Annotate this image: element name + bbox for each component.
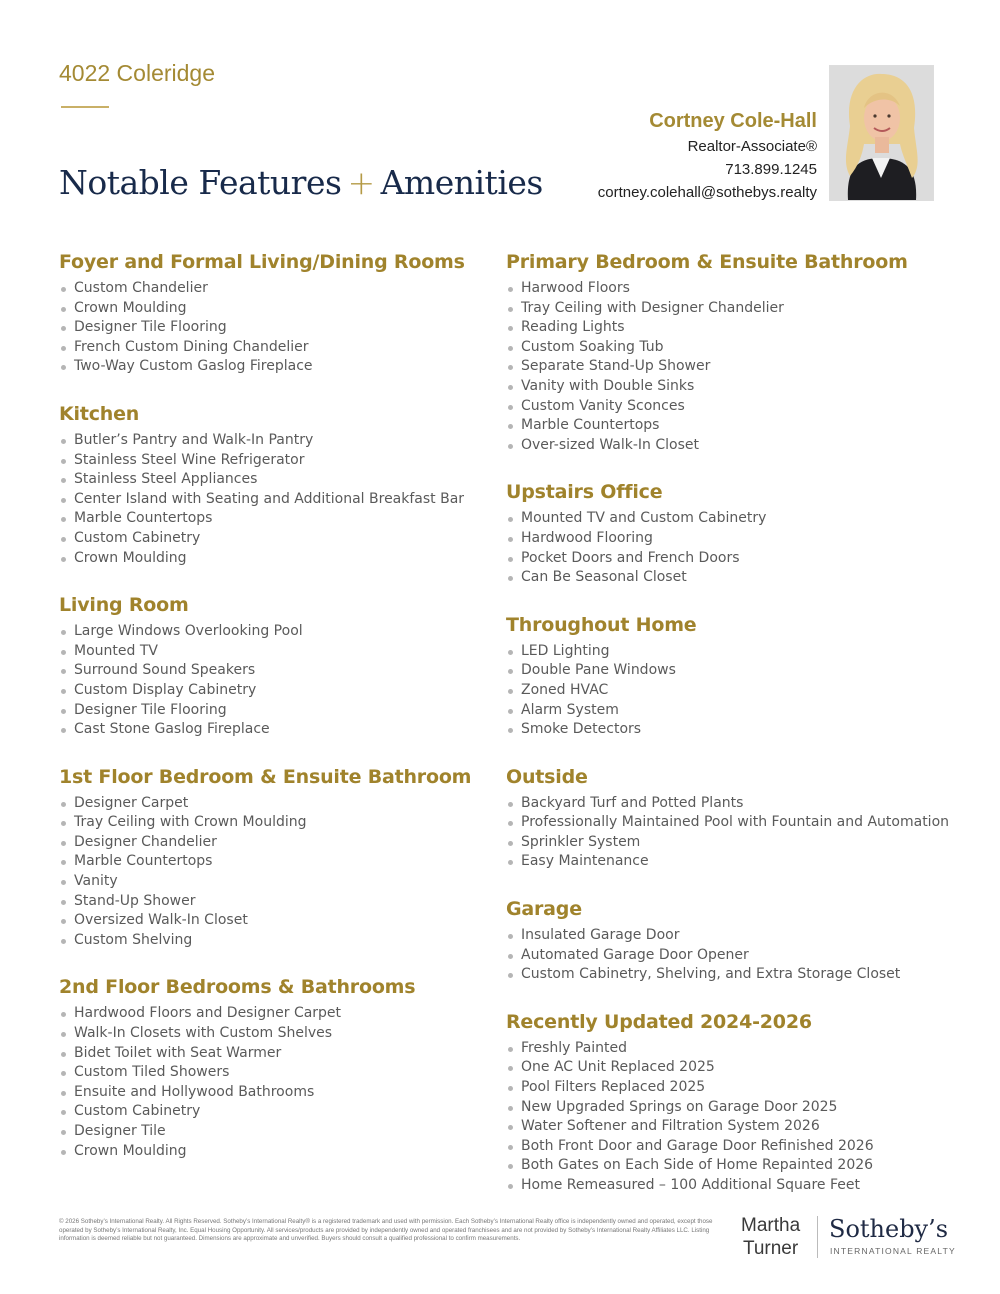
feature-item: Both Gates on Each Side of Home Repainted 2026	[506, 1156, 946, 1176]
feature-item: Both Front Door and Garage Door Refinished 2026	[506, 1137, 946, 1157]
feature-section	[506, 478, 946, 587]
feature-item: Custom Display Cabinetry	[59, 681, 499, 701]
feature-section	[506, 248, 946, 455]
feature-item: Stainless Steel Wine Refrigerator	[59, 451, 499, 471]
feature-item: Large Windows Overlooking Pool	[59, 622, 499, 642]
section-heading: Outside	[506, 765, 588, 788]
feature-item: Professionally Maintained Pool with Fountain and Automation	[506, 813, 946, 833]
feature-item: Crown Moulding	[59, 549, 499, 569]
feature-item: Designer Carpet	[59, 794, 499, 814]
logo-divider	[817, 1216, 818, 1258]
feature-list	[506, 1039, 946, 1196]
feature-list	[59, 431, 499, 568]
logo-mt-line2: Turner	[742, 1238, 799, 1259]
feature-item: Custom Cabinetry, Shelving, and Extra Storage Closet	[506, 965, 946, 985]
martha-turner-logo	[741, 1214, 800, 1260]
logo-mt-line1: Martha	[741, 1215, 801, 1236]
agent-photo	[830, 66, 933, 200]
legal-disclaimer: © 2026 Sotheby’s International Realty. All Rights Reserved. Sotheby’s International Realty® is a registered trademark and used with permission. Each Sotheby’s International Realty office is independently owned and operated, except those operated by Sotheby’s International Realty, Inc. Equal Housing Opportunity. All services/products are provided by independently owned and operated franchisees and are not provided by Sotheby’s International Realty Affiliates LLC. Listing information is deemed reliable but not guaranteed. Dimensions are approximate and unverified. Buyers should consult a qualified professional to confirm measurements.	[59, 1218, 713, 1242]
sothebys-logo: Sotheby’s	[829, 1215, 949, 1243]
feature-item: Tray Ceiling with Crown Moulding	[59, 813, 499, 833]
feature-item: Designer Chandelier	[59, 833, 499, 853]
feature-item: Tray Ceiling with Designer Chandelier	[506, 299, 946, 319]
feature-section	[506, 895, 946, 985]
feature-section	[506, 1008, 946, 1196]
section-heading: Upstairs Office	[506, 481, 663, 504]
feature-item: Crown Moulding	[59, 1142, 499, 1162]
feature-item: Designer Tile	[59, 1122, 499, 1142]
feature-list	[506, 926, 946, 985]
feature-item: Can Be Seasonal Closet	[506, 568, 946, 588]
feature-item: Surround Sound Speakers	[59, 661, 499, 681]
title-part-1: Notable Features	[59, 163, 342, 202]
feature-item: Stand-Up Shower	[59, 892, 499, 912]
feature-list	[59, 1004, 499, 1161]
feature-item: Ensuite and Hollywood Bathrooms	[59, 1083, 499, 1103]
feature-section	[59, 248, 499, 377]
feature-item: Insulated Garage Door	[506, 926, 946, 946]
feature-item: Smoke Detectors	[506, 720, 946, 740]
agent-email[interactable]: cortney.colehall@sothebys.realty	[597, 184, 817, 201]
section-heading: 2nd Floor Bedrooms & Bathrooms	[59, 976, 416, 999]
feature-item: Water Softener and Filtration System 2026	[506, 1117, 946, 1137]
feature-section	[506, 611, 946, 740]
title-plus: +	[347, 163, 375, 202]
agent-phone[interactable]: 713.899.1245	[725, 161, 817, 178]
feature-list	[59, 279, 499, 377]
property-address: 4022 Coleridge	[59, 60, 216, 86]
feature-section	[59, 591, 499, 740]
section-heading: 1st Floor Bedroom & Ensuite Bathroom	[59, 765, 472, 788]
feature-item: Oversized Walk-In Closet	[59, 911, 499, 931]
feature-item: Hardwood Floors and Designer Carpet	[59, 1004, 499, 1024]
section-heading: Throughout Home	[506, 613, 697, 636]
feature-item: Designer Tile Flooring	[59, 318, 499, 338]
feature-item: Walk-In Closets with Custom Shelves	[59, 1024, 499, 1044]
feature-list	[59, 622, 499, 740]
feature-item: Designer Tile Flooring	[59, 701, 499, 721]
feature-section	[59, 763, 499, 951]
feature-item: Reading Lights	[506, 318, 946, 338]
feature-item: Custom Chandelier	[59, 279, 499, 299]
feature-list	[506, 794, 950, 872]
feature-item: Pool Filters Replaced 2025	[506, 1078, 946, 1098]
feature-item: Custom Vanity Sconces	[506, 397, 946, 417]
feature-item: Marble Countertops	[506, 416, 946, 436]
feature-item: French Custom Dining Chandelier	[59, 338, 499, 358]
feature-item: Vanity with Double Sinks	[506, 377, 946, 397]
feature-item: Automated Garage Door Opener	[506, 946, 946, 966]
feature-item: Bidet Toilet with Seat Warmer	[59, 1044, 499, 1064]
section-heading: Kitchen	[59, 402, 140, 425]
feature-section	[59, 400, 499, 568]
feature-item: Vanity	[59, 872, 499, 892]
feature-item: Sprinkler System	[506, 833, 946, 853]
feature-item: Pocket Doors and French Doors	[506, 549, 946, 569]
feature-item: Alarm System	[506, 701, 946, 721]
feature-item: Hardwood Flooring	[506, 529, 946, 549]
feature-item: Stainless Steel Appliances	[59, 470, 499, 490]
agent-name: Cortney Cole-Hall	[649, 110, 817, 132]
feature-section	[59, 973, 499, 1161]
title-part-2: Amenities	[380, 163, 543, 202]
feature-item: Butler’s Pantry and Walk-In Pantry	[59, 431, 499, 451]
feature-item: Harwood Floors	[506, 279, 946, 299]
feature-item: Custom Cabinetry	[59, 1102, 499, 1122]
feature-item: Two-Way Custom Gaslog Fireplace	[59, 357, 499, 377]
feature-item: Mounted TV	[59, 642, 499, 662]
feature-list	[506, 279, 946, 455]
section-heading: Primary Bedroom & Ensuite Bathroom	[506, 251, 908, 273]
feature-item: Home Remeasured – 100 Additional Square Feet	[506, 1176, 946, 1196]
sothebys-logo-subtitle: INTERNATIONAL REALTY	[830, 1246, 956, 1256]
feature-item: One AC Unit Replaced 2025	[506, 1058, 946, 1078]
feature-section	[506, 763, 950, 872]
agent-role: Realtor-Associate®	[687, 138, 817, 155]
document-title	[59, 163, 543, 202]
feature-item: Mounted TV and Custom Cabinetry	[506, 509, 946, 529]
feature-item: Over-sized Walk-In Closet	[506, 436, 946, 456]
feature-list	[506, 642, 946, 740]
section-heading: Garage	[506, 898, 582, 921]
feature-item: Cast Stone Gaslog Fireplace	[59, 720, 499, 740]
left-feature-column	[59, 248, 499, 1184]
feature-item: Zoned HVAC	[506, 681, 946, 701]
feature-item: Marble Countertops	[59, 852, 499, 872]
feature-item: Easy Maintenance	[506, 852, 946, 872]
feature-item: Marble Countertops	[59, 509, 499, 529]
feature-item: Custom Shelving	[59, 931, 499, 951]
address-divider	[61, 106, 109, 108]
feature-item: Center Island with Seating and Additional Breakfast Bar	[59, 490, 499, 510]
section-heading: Recently Updated 2024-2026	[506, 1010, 812, 1033]
feature-item: LED Lighting	[506, 642, 946, 662]
agent-contact	[598, 107, 817, 204]
right-feature-column	[506, 248, 950, 1219]
feature-item: Freshly Painted	[506, 1039, 946, 1059]
feature-item: Backyard Turf and Potted Plants	[506, 794, 946, 814]
feature-item: New Upgraded Springs on Garage Door 2025	[506, 1098, 946, 1118]
feature-item: Separate Stand-Up Shower	[506, 357, 946, 377]
section-heading: Foyer and Formal Living/Dining Rooms	[59, 251, 465, 273]
feature-item: Custom Tiled Showers	[59, 1063, 499, 1083]
feature-item: Double Pane Windows	[506, 661, 946, 681]
feature-item: Custom Soaking Tub	[506, 338, 946, 358]
feature-item: Crown Moulding	[59, 299, 499, 319]
feature-list	[59, 794, 499, 951]
section-heading: Living Room	[59, 594, 189, 617]
feature-item: Custom Cabinetry	[59, 529, 499, 549]
feature-list	[506, 509, 946, 587]
